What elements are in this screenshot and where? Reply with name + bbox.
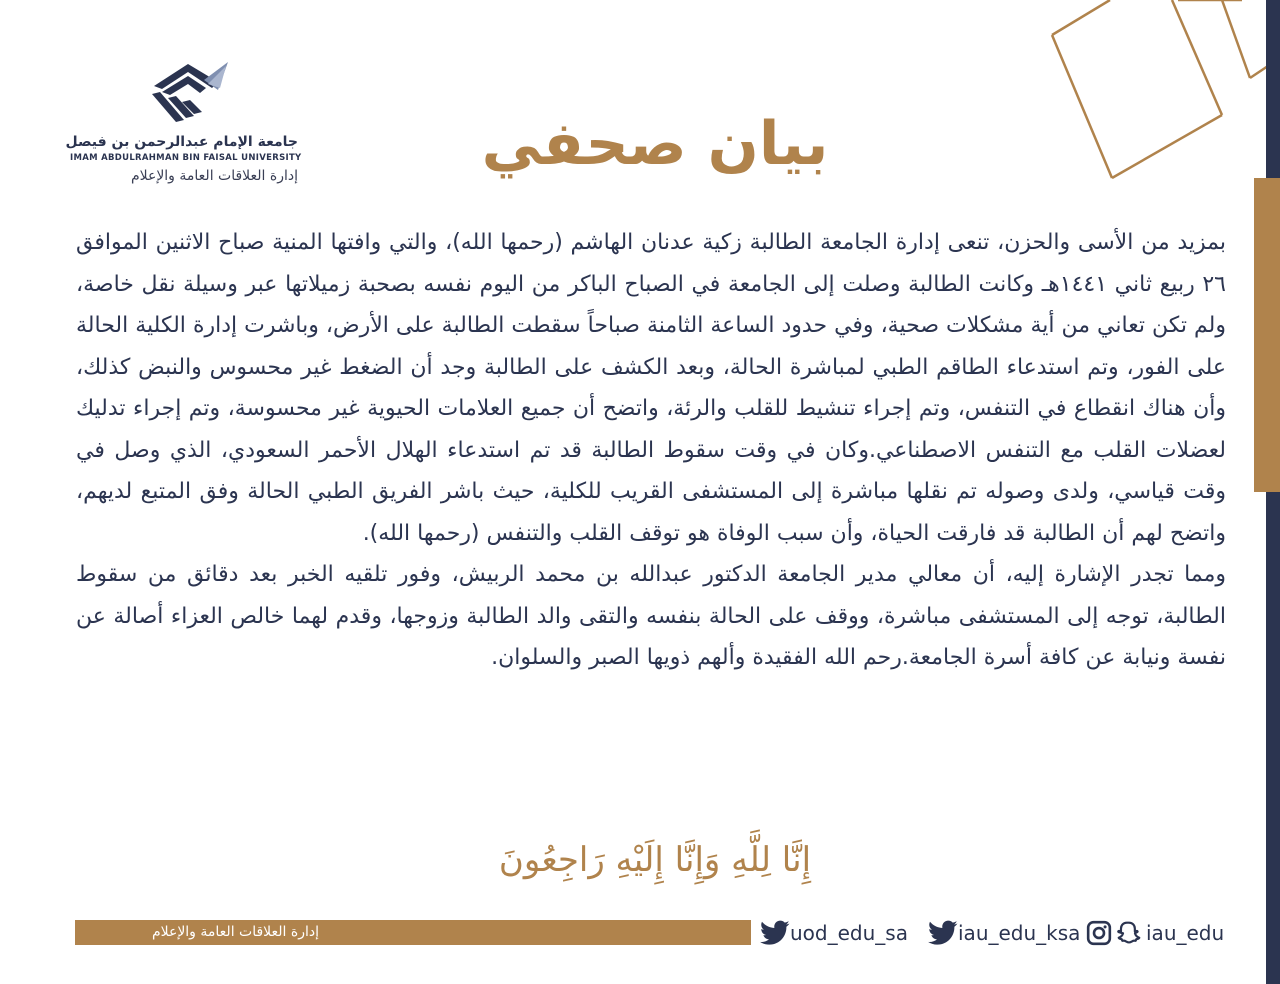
statement-body	[76, 222, 1226, 679]
logo-name-english: IMAM ABDULRAHMAN BIN FAISAL UNIVERSITY	[70, 153, 302, 163]
social-twitter-iau[interactable]	[928, 916, 1080, 950]
right-accent-bar	[1254, 178, 1280, 492]
quran-verse: إِنَّا لِلَّهِ وَإِنَّا إِلَيْهِ رَاجِعُونَ	[498, 840, 812, 880]
instagram-icon	[1086, 920, 1112, 946]
twitter-icon	[928, 920, 958, 946]
social-links	[760, 916, 1230, 950]
statement-paragraph-1: بمزيد من الأسى والحزن، تنعى إدارة الجامعة الطالبة زكية عدنان الهاشم (رحمها الله)، والتي وافتها المنية صباح الاثنين الموافق ٢٦ ربيع ثاني ١٤٤١هـ وكانت الطالبة وصلت إلى الجامعة في الصباح الباكر من اليوم نفسه بصحبة زميلاتها عبر وسيلة نقل خاصة، ولم تكن تعاني من أية مشكلات صحية، وفي حدود الساعة الثامنة صباحاً سقطت الطالبة على الأرض، وباشرت إدارة الكلية الحالة على الفور، وتم استدعاء الطاقم الطبي لمباشرة الحالة، وبعد الكشف على الطالبة وجد أن الضغط غير محسوس والنبض كذلك، وأن هناك انقطاع في التنفس، وتم إجراء تنشيط للقلب والرئة، واتضح أن جميع العلامات الحيوية غير محسوسة، وتم إجراء تدليك لعضلات القلب مع التنفس الاصطناعي.وكان في وقت سقوط الطالبة قد تم استدعاء الهلال الأحمر السعودي، الذي وصل في وقت قياسي، ولدى وصوله تم نقلها مباشرة إلى المستشفى القريب للكلية، حيث باشر الفريق الطبي الحالة وفق المتبع لديهم، واتضح لهم أن الطالبة قد فارقت الحياة، وأن سبب الوفاة هو توقف القلب والتنفس (رحمها الله).	[76, 230, 1226, 546]
snapchat-icon	[1116, 920, 1142, 946]
university-logo	[65, 58, 302, 193]
social-twitter-uod[interactable]	[760, 916, 908, 950]
footer-department: إدارة العلاقات العامة والإعلام	[151, 924, 319, 940]
page-title: بيان صحفي	[481, 109, 829, 179]
right-edge-bar	[1266, 0, 1280, 984]
social-instagram[interactable]	[1086, 916, 1112, 950]
social-handle: iau_edu	[1146, 921, 1225, 945]
social-handle: iau_edu_ksa	[958, 921, 1081, 945]
logo-name-arabic: جامعة الإمام عبدالرحمن بن فيصل	[65, 134, 298, 150]
twitter-icon	[760, 920, 790, 946]
statement-paragraph-2: ومما تجدر الإشارة إليه، أن معالي مدير الجامعة الدكتور عبدالله بن محمد الربيش، وفور تلقيه الخبر بعد دقائق من سقوط الطالبة، توجه إلى المستشفى مباشرة، ووقف على الحالة بنفسه والتقى والد الطالبة وزوجها، وقدم لهما خالص العزاء أصالة عن نفسة ونيابة عن كافة أسرة الجامعة.رحم الله الفقيدة وألهم ذويها الصبر والسلوان.	[76, 562, 1226, 670]
university-emblem-icon	[148, 58, 228, 128]
social-snapchat-iau[interactable]	[1116, 916, 1224, 950]
footer-bar	[75, 920, 751, 945]
social-handle: uod_edu_sa	[790, 921, 908, 945]
logo-department: إدارة العلاقات العامة والإعلام	[130, 168, 298, 184]
